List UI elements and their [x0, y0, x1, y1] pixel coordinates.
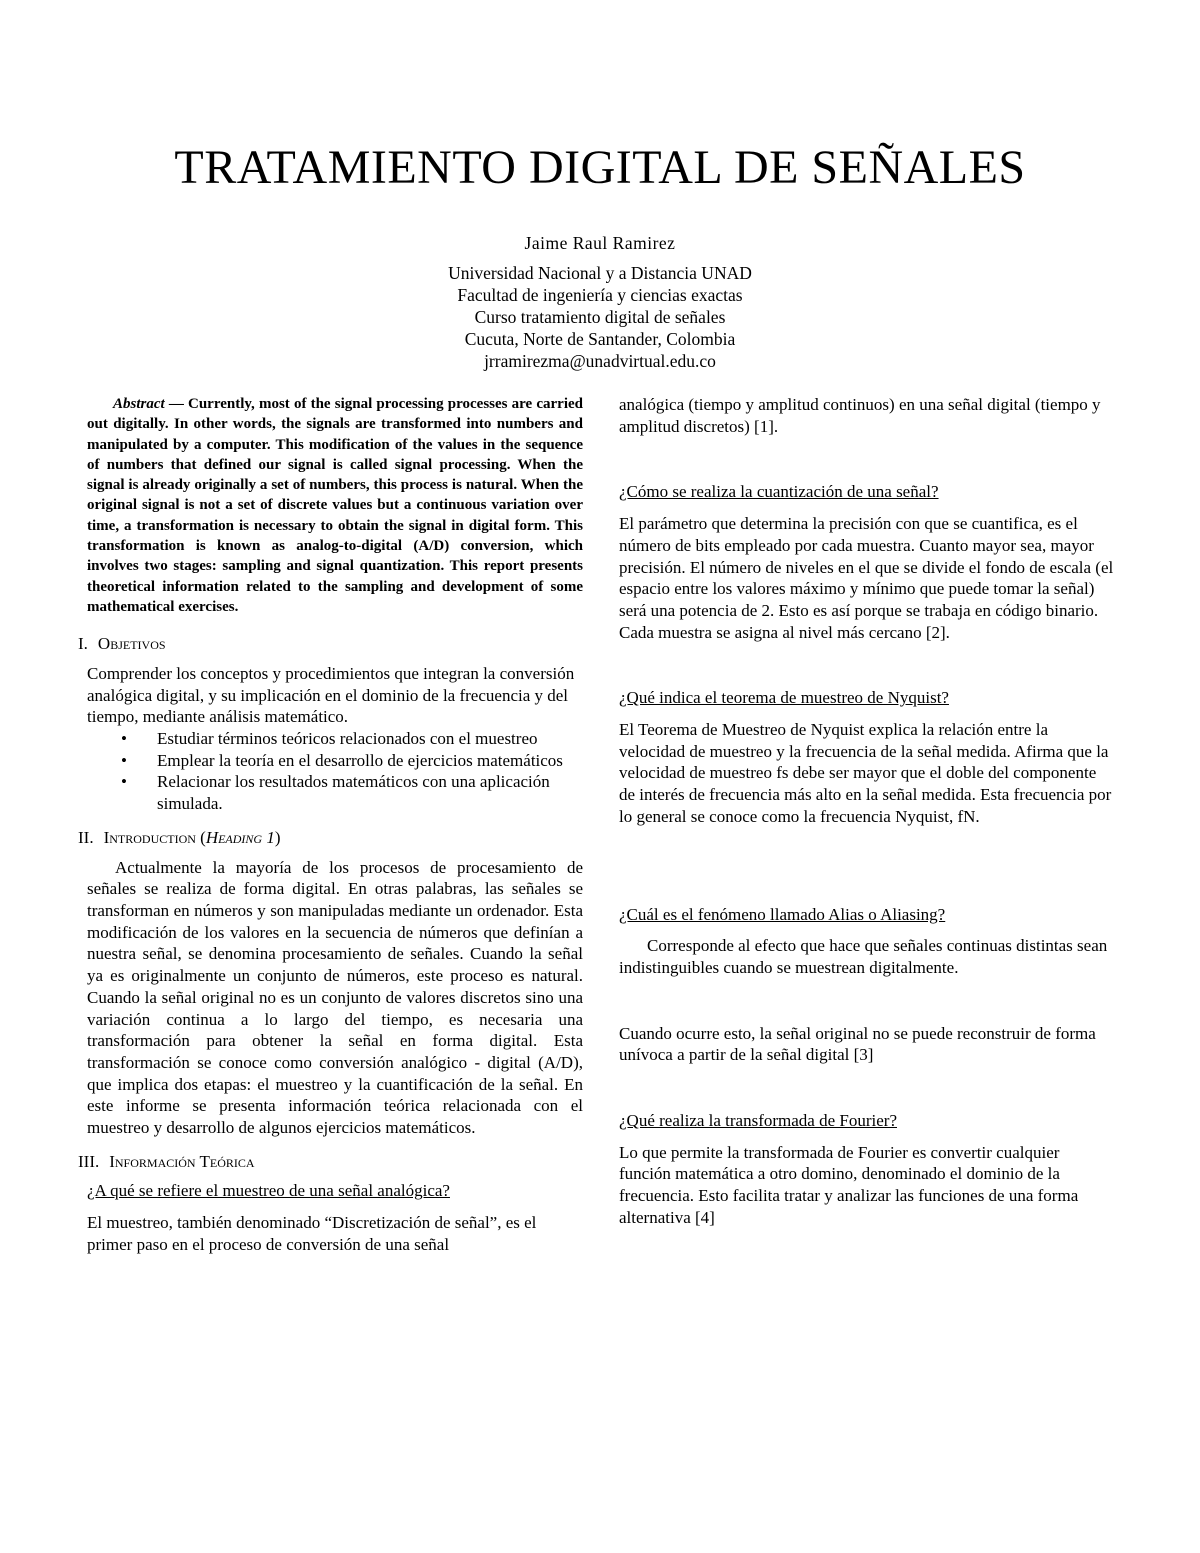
author-block	[0, 232, 1200, 372]
section-heading-objetivos	[78, 633, 583, 655]
introduction-body: Actualmente la mayoría de los procesos de procesamiento de señales se realiza de forma digital. En otras palabras, las señales se transforman en números y son manipuladas mediante un ordenador. Esta modificación de los valores en la secuencia de números que definían a nuestra señal, se denomina procesamiento de señales. Cuando la señal ya es originalmente un conjunto de números, este proceso es natural. Cuando la señal original no es un conjunto de valores discretos sino una variación continua a lo largo del tiempo, es necesaria una transformación para obtener la señal en forma digital. Esta transformación se conoce como conversión analógico - digital (A/D), que implica dos etapas: el muestreo y la cuantificación de la señal. En este informe se presenta información teórica relacionada con el muestreo y desarrollo de algunos ejercicios matemáticos.	[87, 857, 583, 1138]
section-number: III.	[78, 1151, 100, 1171]
question-aliasing: ¿Cuál es el fenómeno llamado Alias o Aliasing?	[619, 904, 946, 924]
answer-aliasing-consequence: Cuando ocurre esto, la señal original no se puede reconstruir de forma unívoca a partir de la señal digital [3]	[619, 1023, 1096, 1065]
affiliation-faculty: Facultad de ingeniería y ciencias exactas	[457, 285, 743, 305]
answer-aliasing-definition: Corresponde al efecto que hace que señales continuas distintas sean indistinguibles cuando se muestrean digitalmente.	[619, 936, 1108, 977]
affiliation-course: Curso tratamiento digital de señales	[474, 307, 726, 327]
list-item	[87, 771, 583, 814]
author-email: jrramirezma@unadvirtual.edu.co	[484, 351, 716, 371]
right-column	[619, 394, 1115, 1229]
objetivos-intro: Comprender los conceptos y procedimientos que integran la conversión analógica digital, y su implicación en el dominio de la frecuencia y del tiempo, mediante análisis matemático.	[87, 663, 575, 727]
section-heading-informacion	[78, 1151, 583, 1173]
answer-muestreo-start: El muestreo, también denominado “Discretización de señal”, es el primer paso en el proceso de conversión de una señal	[87, 1213, 537, 1254]
section-title: Información Teórica	[109, 1151, 255, 1171]
section-title-italic: Heading 1	[205, 827, 275, 847]
abstract-dash: —	[164, 396, 188, 412]
list-item-text: Emplear la teoría en el desarrollo de ejercicios matemáticos	[157, 750, 563, 770]
question-fourier: ¿Qué realiza la transformada de Fourier?	[619, 1111, 897, 1131]
list-item-text: Relacionar los resultados matemáticos con una aplicación simulada.	[157, 772, 550, 814]
abstract-label: Abstract	[113, 396, 165, 412]
section-title: Objetivos	[97, 634, 166, 654]
question-nyquist: ¿Qué indica el teorema de muestreo de Nyquist?	[619, 688, 949, 708]
list-item-text: Estudiar términos teóricos relacionados con el muestreo	[157, 729, 538, 749]
answer-nyquist: El Teorema de Muestreo de Nyquist explica la relación entre la velocidad de muestreo y la frecuencia de la señal medida. Afirma que la velocidad de muestreo fs debe ser mayor que el doble del componente de interés de frecuencia más alto en la señal medida. Esta frecuencia por lo general se conoce como la frecuencia Nyquist, fN.	[619, 720, 1112, 826]
section-number: I.	[78, 634, 88, 654]
answer-cuantizacion: El parámetro que determina la precisión con que se cuantifica, es el número de bits empleado por cada muestra. Cuanto mayor sea, mayor precisión. El número de niveles en el que se divide el fondo de escala (el espacio entre los valores máximo y mínimo que puede tomar la señal) será una potencia de 2. Esto es así porque se trabaja en código binario. Cada muestra se asigna al nivel más cercano [2].	[619, 514, 1114, 642]
list-item	[87, 728, 583, 750]
section-title-suffix: )	[274, 827, 281, 847]
answer-muestreo-end: analógica (tiempo y amplitud continuos) en una señal digital (tiempo y amplitud discretos) [1].	[619, 395, 1101, 436]
question-cuantizacion: ¿Cómo se realiza la cuantización de una señal?	[619, 482, 939, 502]
bullet-icon: •	[121, 750, 127, 770]
bullet-icon: •	[121, 772, 127, 792]
author-name: Jaime Raul Ramirez	[524, 233, 676, 253]
abstract	[87, 394, 583, 617]
affiliation-university: Universidad Nacional y a Distancia UNAD	[448, 263, 752, 283]
question-muestreo: ¿A qué se refiere el muestreo de una señal analógica?	[87, 1181, 450, 1201]
answer-fourier: Lo que permite la transformada de Fourier es convertir cualquier función matemática a otro domino, denominado el dominio de la frecuencia. Esto facilita tratar y analizar las funciones de una forma alternativa [4]	[619, 1142, 1079, 1227]
paper-title: TRATAMIENTO DIGITAL DE SEÑALES	[174, 141, 1026, 194]
bullet-icon: •	[121, 729, 127, 749]
section-title-prefix: Introduction (	[103, 827, 206, 847]
list-item	[87, 750, 583, 772]
section-number: II.	[78, 827, 94, 847]
objetivos-list	[87, 728, 583, 815]
affiliation-location: Cucuta, Norte de Santander, Colombia	[464, 329, 736, 349]
abstract-text: Currently, most of the signal processing processes are carried out digitally. In other words, the signals are transformed into numbers and manipulated by a computer. This modification of the values in the sequence of numbers that defined our signal is called signal processing. When the signal is already originally a set of numbers, this process is natural. When the original signal is not a set of discrete values but a continuous variation over time, a transformation is necessary to obtain the signal in digital form. This transformation is known as analog-to-digital (A/D) conversion, which involves two stages: sampling and signal quantization. This report presents theoretical information related to the sampling and development of some mathematical exercises.	[87, 396, 584, 615]
left-column	[78, 394, 584, 1256]
section-heading-introduction	[78, 827, 583, 849]
